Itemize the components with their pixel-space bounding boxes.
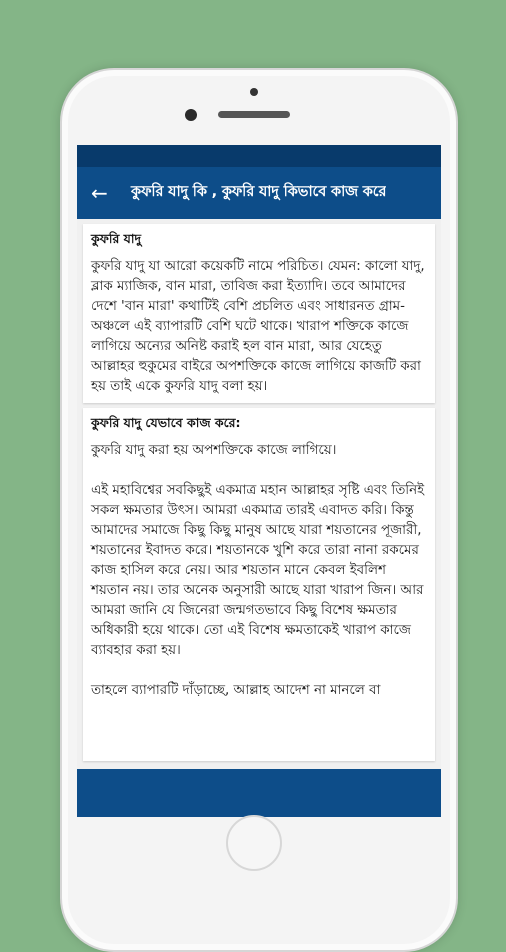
section-heading: কুফরি যাদু যেভাবে কাজ করে: xyxy=(91,415,241,430)
article-section-card xyxy=(83,408,435,761)
front-camera xyxy=(250,88,258,96)
proximity-sensor xyxy=(185,109,197,121)
section-paragraph: কুফরি যাদু করা হয় অপশক্তিকে কাজে লাগিয়ে। xyxy=(91,443,337,458)
page-title: কুফরি যাদু কি , কুফরি যাদু কিভাবে কাজ করে xyxy=(131,184,387,200)
app-bar xyxy=(77,167,441,219)
app-screen xyxy=(77,145,441,817)
status-bar xyxy=(77,145,441,167)
earpiece-speaker xyxy=(218,111,290,118)
section-heading: কুফরি যাদু xyxy=(91,231,142,246)
section-paragraph: তাহলে ব্যাপারটি দাঁড়াচ্ছে, আল্লাহ আদেশ না মানলে বা xyxy=(91,683,381,698)
back-arrow-icon[interactable]: ← xyxy=(91,181,108,205)
section-body: কুফরি যাদু যা আরো কয়েকটি নামে পরিচিত। যেমন: কালো যাদু, ব্লাক ম্যাজিক, বান মারা, তাবিজ করা ইত্যাদি। তবে আমাদের দেশে 'বান মারা' কথাটিই বেশি প্রচলিত এবং সাধারনত গ্রাম-অঞ্চলে এই ব্যাপারটি বেশি ঘটে থাকে। খারাপ শক্তিকে কাজে লাগিয়ে অন্যের অনিষ্ট করাই হল বান মারা, আর যেহেতু আল্লাহর হুকুমের বাইরে অপশক্তিকে কাজে লাগিয়ে কাজটি করা হয় তাই একে কুফরি যাদু বলা হয়। xyxy=(91,259,425,394)
bottom-banner-bar xyxy=(77,769,441,817)
home-button[interactable] xyxy=(226,815,282,871)
section-paragraph: এই মহাবিশ্বের সবকিছুই একমাত্র মহান আল্লাহর সৃষ্টি এবং তিনিই সকল ক্ষমতার উৎস। আমরা একমাত্র তারই এবাদত করি। কিন্তু আমাদের সমাজে কিছু কিছু মানুষ আছে যারা শয়তানের পূজারী, শয়তানের ইবাদত করে। শয়তানকে খুশি করে তারা নানা রকমের কাজ হাসিল করে নেয়। আর শয়তান মানে কেবল ইবলিশ শয়তান নয়। তার অনেক অনুসারী আছে যারা খারাপ জিন। আর আমরা জানি যে জিনেরা জন্মগতভাবে কিছু বিশেষ ক্ষমতার অধিকারী হয়ে থাকে। তো এই বিশেষ ক্ষমতাকেই খারাপ কাজে ব্যাবহার করা হয়। xyxy=(91,483,425,658)
article-section-card xyxy=(83,224,435,403)
